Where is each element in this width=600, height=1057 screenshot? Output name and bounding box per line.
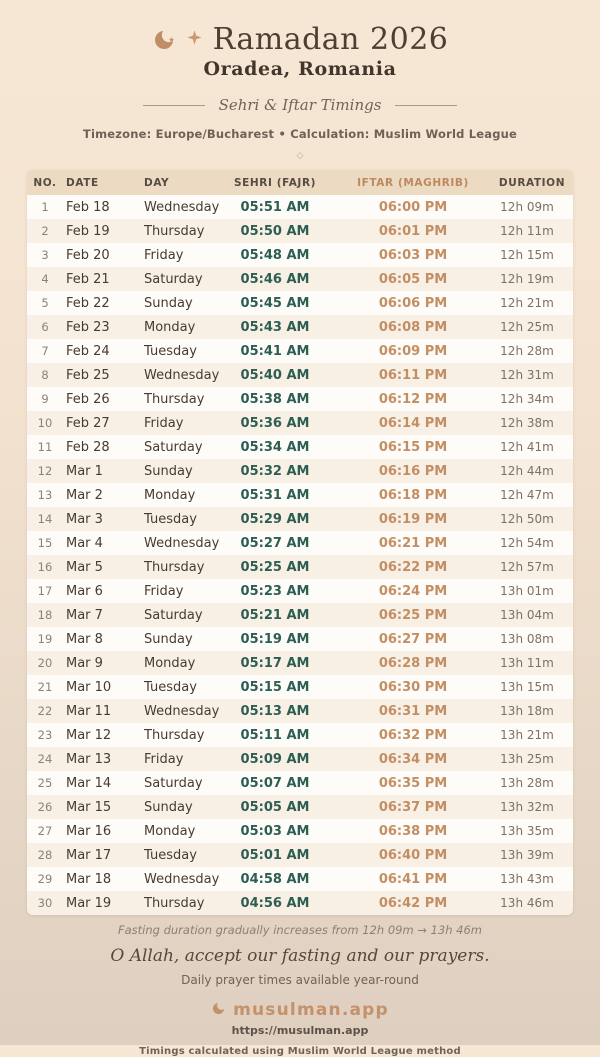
subtitle: Sehri & Iftar Timings (218, 96, 382, 114)
cell-sehri-time: 05:01 AM (240, 847, 310, 863)
cell-iftar-time: 06:21 PM (378, 535, 448, 551)
table-row (27, 291, 573, 315)
cell-duration: 13h 08m (500, 632, 554, 646)
cell-duration: 13h 35m (500, 824, 554, 838)
table-row (27, 555, 573, 579)
cell-duration: 12h 19m (500, 272, 554, 286)
table-row (27, 435, 573, 459)
cell-date: Mar 18 (66, 871, 112, 887)
cell-date: Mar 4 (66, 535, 103, 551)
cell-duration: 12h 38m (500, 416, 554, 430)
cell-no: 11 (37, 440, 53, 454)
cell-duration: 12h 54m (500, 536, 554, 550)
cell-iftar-time: 06:37 PM (378, 799, 448, 815)
cell-iftar-time: 06:28 PM (378, 655, 448, 671)
cell-date: Feb 22 (66, 295, 110, 311)
cell-date: Mar 9 (66, 655, 103, 671)
cell-iftar-time: 06:06 PM (378, 295, 448, 311)
cell-duration: 13h 32m (500, 800, 554, 814)
column-header-date: DATE (66, 176, 99, 189)
cell-sehri-time: 05:36 AM (240, 415, 310, 431)
table-row (27, 819, 573, 843)
cell-iftar-time: 06:09 PM (378, 343, 448, 359)
cell-day: Wednesday (144, 367, 220, 383)
cell-iftar-time: 06:00 PM (378, 199, 448, 215)
cell-iftar-time: 06:01 PM (378, 223, 448, 239)
sparkle-icon (186, 29, 203, 50)
cell-no: 14 (37, 512, 53, 526)
cell-day: Sunday (144, 799, 193, 815)
cell-duration: 12h 41m (500, 440, 554, 454)
cell-iftar-time: 06:18 PM (378, 487, 448, 503)
cell-duration: 13h 21m (500, 728, 554, 742)
table-row (27, 411, 573, 435)
cell-no: 21 (37, 680, 53, 694)
cell-day: Friday (144, 583, 184, 599)
cell-duration: 12h 15m (500, 248, 554, 262)
cell-no: 5 (41, 296, 49, 310)
cell-day: Sunday (144, 295, 193, 311)
cell-iftar-time: 06:14 PM (378, 415, 448, 431)
table-row (27, 747, 573, 771)
cell-no: 2 (41, 224, 49, 238)
star-icon: ★ (168, 35, 175, 44)
cell-duration: 12h 11m (500, 224, 554, 238)
table-header-row (27, 170, 573, 195)
cell-no: 8 (41, 368, 49, 382)
cell-sehri-time: 05:41 AM (240, 343, 310, 359)
cell-iftar-time: 06:12 PM (378, 391, 448, 407)
cell-sehri-time: 05:48 AM (240, 247, 310, 263)
cell-date: Feb 24 (66, 343, 110, 359)
cell-date: Mar 1 (66, 463, 103, 479)
title-row (0, 22, 600, 57)
cell-day: Friday (144, 751, 184, 767)
cell-sehri-time: 04:58 AM (240, 871, 310, 887)
cell-date: Mar 14 (66, 775, 112, 791)
cell-day: Sunday (144, 463, 193, 479)
cell-iftar-time: 06:41 PM (378, 871, 448, 887)
cell-date: Mar 19 (66, 895, 112, 911)
cell-no: 30 (37, 896, 53, 910)
cell-iftar-time: 06:38 PM (378, 823, 448, 839)
cell-day: Thursday (144, 727, 205, 743)
cell-date: Mar 8 (66, 631, 103, 647)
cell-no: 19 (37, 632, 53, 646)
table-row (27, 267, 573, 291)
cell-no: 9 (41, 392, 49, 406)
cell-no: 13 (37, 488, 53, 502)
table-row (27, 675, 573, 699)
cell-sehri-time: 05:09 AM (240, 751, 310, 767)
cell-iftar-time: 06:15 PM (378, 439, 448, 455)
table-row (27, 795, 573, 819)
duration-note: Fasting duration gradually increases from 12h 09m → 13h 46m (117, 923, 483, 937)
cell-no: 1 (41, 200, 49, 214)
table-row (27, 867, 573, 891)
cell-iftar-time: 06:34 PM (378, 751, 448, 767)
cell-date: Mar 12 (66, 727, 112, 743)
crescent-moon-icon (152, 28, 176, 52)
cell-day: Wednesday (144, 199, 220, 215)
cell-no: 4 (41, 272, 49, 286)
cell-date: Feb 18 (66, 199, 110, 215)
cell-no: 17 (37, 584, 53, 598)
cell-date: Feb 23 (66, 319, 110, 335)
table-row (27, 651, 573, 675)
cell-sehri-time: 05:15 AM (240, 679, 310, 695)
cell-iftar-time: 06:31 PM (378, 703, 448, 719)
table-row (27, 627, 573, 651)
cell-sehri-time: 05:13 AM (240, 703, 310, 719)
subtitle-divider (0, 96, 600, 114)
cell-day: Thursday (144, 895, 205, 911)
cell-duration: 12h 34m (500, 392, 554, 406)
cell-duration: 12h 44m (500, 464, 554, 478)
cell-no: 25 (37, 776, 53, 790)
cell-no: 20 (37, 656, 53, 670)
method-note: Timings calculated using Muslim World League method (139, 1046, 461, 1057)
cell-day: Thursday (144, 391, 205, 407)
cell-iftar-time: 06:11 PM (378, 367, 448, 383)
cell-no: 24 (37, 752, 53, 766)
cell-day: Friday (144, 415, 184, 431)
cell-no: 29 (37, 872, 53, 886)
cell-date: Mar 15 (66, 799, 112, 815)
cell-sehri-time: 05:34 AM (240, 439, 310, 455)
cell-day: Saturday (144, 607, 203, 623)
cell-iftar-time: 06:32 PM (378, 727, 448, 743)
cell-date: Mar 5 (66, 559, 103, 575)
dua-text: O Allah, accept our fasting and our prayers. (110, 946, 490, 966)
cell-duration: 12h 47m (500, 488, 554, 502)
cell-sehri-time: 05:05 AM (240, 799, 310, 815)
cell-no: 7 (41, 344, 49, 358)
cell-iftar-time: 06:22 PM (378, 559, 448, 575)
table-row (27, 219, 573, 243)
table-row (27, 315, 573, 339)
cell-no: 12 (37, 464, 53, 478)
table-body (27, 195, 573, 915)
cell-day: Thursday (144, 559, 205, 575)
cell-iftar-time: 06:35 PM (378, 775, 448, 791)
cell-day: Wednesday (144, 535, 220, 551)
column-header-duration: DURATION (498, 176, 566, 189)
cell-sehri-time: 05:31 AM (240, 487, 310, 503)
cell-sehri-time: 05:11 AM (240, 727, 310, 743)
table-row (27, 843, 573, 867)
table-row (27, 699, 573, 723)
cell-date: Mar 2 (66, 487, 103, 503)
cell-day: Saturday (144, 439, 203, 455)
cell-day: Saturday (144, 775, 203, 791)
cell-day: Monday (144, 319, 196, 335)
cell-no: 23 (37, 728, 53, 742)
cell-iftar-time: 06:24 PM (378, 583, 448, 599)
cell-day: Monday (144, 823, 196, 839)
timings-table (27, 170, 573, 915)
cell-duration: 13h 46m (500, 896, 554, 910)
cell-day: Tuesday (144, 343, 197, 359)
column-header-iftar: IFTAR (MAGHRIB) (357, 176, 469, 189)
cell-day: Friday (144, 247, 184, 263)
cell-iftar-time: 06:30 PM (378, 679, 448, 695)
cell-date: Feb 28 (66, 439, 110, 455)
table-row (27, 771, 573, 795)
cell-date: Feb 27 (66, 415, 110, 431)
cell-day: Sunday (144, 631, 193, 647)
column-header-day: DAY (144, 176, 170, 189)
cell-sehri-time: 04:56 AM (240, 895, 310, 911)
cell-no: 26 (37, 800, 53, 814)
cell-no: 28 (37, 848, 53, 862)
cell-no: 22 (37, 704, 53, 718)
cell-sehri-time: 05:19 AM (240, 631, 310, 647)
table-row (27, 531, 573, 555)
cell-iftar-time: 06:42 PM (378, 895, 448, 911)
cell-duration: 13h 11m (500, 656, 554, 670)
table-row (27, 243, 573, 267)
cell-sehri-time: 05:32 AM (240, 463, 310, 479)
cell-sehri-time: 05:50 AM (240, 223, 310, 239)
cell-iftar-time: 06:19 PM (378, 511, 448, 527)
cell-sehri-time: 05:23 AM (240, 583, 310, 599)
table-row (27, 483, 573, 507)
timezone-calculation-meta: Timezone: Europe/Bucharest • Calculation: Muslim World League (82, 127, 518, 141)
cell-duration: 12h 57m (500, 560, 554, 574)
cell-date: Mar 3 (66, 511, 103, 527)
cell-duration: 13h 43m (500, 872, 554, 886)
cell-day: Wednesday (144, 871, 220, 887)
page-title: Ramadan 2026 (212, 22, 449, 57)
cell-duration: 12h 25m (500, 320, 554, 334)
cell-iftar-time: 06:08 PM (378, 319, 448, 335)
cell-duration: 13h 01m (500, 584, 554, 598)
availability-text: Daily prayer times available year-round (181, 973, 419, 987)
crescent-moon-icon (211, 1001, 226, 1020)
cell-sehri-time: 05:38 AM (240, 391, 310, 407)
cell-duration: 13h 39m (500, 848, 554, 862)
table-row (27, 723, 573, 747)
cell-iftar-time: 06:03 PM (378, 247, 448, 263)
cell-duration: 13h 25m (500, 752, 554, 766)
cell-day: Saturday (144, 271, 203, 287)
cell-iftar-time: 06:25 PM (378, 607, 448, 623)
cell-no: 15 (37, 536, 53, 550)
cell-sehri-time: 05:51 AM (240, 199, 310, 215)
cell-duration: 12h 09m (500, 200, 554, 214)
cell-sehri-time: 05:29 AM (240, 511, 310, 527)
table-row (27, 363, 573, 387)
cell-date: Mar 6 (66, 583, 103, 599)
cell-sehri-time: 05:25 AM (240, 559, 310, 575)
location-title: Oradea, Romania (203, 58, 397, 80)
cell-no: 16 (37, 560, 53, 574)
cell-sehri-time: 05:40 AM (240, 367, 310, 383)
cell-date: Mar 7 (66, 607, 103, 623)
cell-no: 27 (37, 824, 53, 838)
cell-duration: 12h 28m (500, 344, 554, 358)
cell-duration: 13h 18m (500, 704, 554, 718)
column-header-sehri: SEHRI (FAJR) (233, 176, 317, 189)
brand-row (0, 1000, 600, 1020)
cell-iftar-time: 06:05 PM (378, 271, 448, 287)
cell-day: Tuesday (144, 511, 197, 527)
cell-duration: 13h 15m (500, 680, 554, 694)
table-row (27, 507, 573, 531)
cell-no: 10 (37, 416, 53, 430)
cell-date: Feb 20 (66, 247, 110, 263)
cell-sehri-time: 05:46 AM (240, 271, 310, 287)
table-row (27, 603, 573, 627)
cell-date: Feb 19 (66, 223, 110, 239)
cell-day: Tuesday (144, 847, 197, 863)
cell-iftar-time: 06:16 PM (378, 463, 448, 479)
cell-date: Mar 11 (66, 703, 112, 719)
cell-duration: 13h 04m (500, 608, 554, 622)
table-row (27, 459, 573, 483)
cell-day: Thursday (144, 223, 205, 239)
cell-day: Monday (144, 487, 196, 503)
header (0, 0, 600, 161)
table-row (27, 339, 573, 363)
divider-line (395, 105, 457, 106)
cell-iftar-time: 06:40 PM (378, 847, 448, 863)
cell-sehri-time: 05:45 AM (240, 295, 310, 311)
cell-date: Feb 26 (66, 391, 110, 407)
cell-sehri-time: 05:21 AM (240, 607, 310, 623)
divider-line (143, 105, 205, 106)
table-row (27, 891, 573, 915)
cell-duration: 12h 21m (500, 296, 554, 310)
cell-day: Wednesday (144, 703, 220, 719)
cell-date: Feb 21 (66, 271, 110, 287)
cell-day: Monday (144, 655, 196, 671)
cell-date: Feb 25 (66, 367, 110, 383)
cell-date: Mar 13 (66, 751, 112, 767)
cell-date: Mar 17 (66, 847, 112, 863)
cell-duration: 13h 28m (500, 776, 554, 790)
cell-no: 6 (41, 320, 49, 334)
brand-url: https://musulman.app (231, 1024, 369, 1037)
cell-sehri-time: 05:43 AM (240, 319, 310, 335)
cell-sehri-time: 05:03 AM (240, 823, 310, 839)
cell-no: 3 (41, 248, 49, 262)
cell-date: Mar 16 (66, 823, 112, 839)
cell-duration: 12h 31m (500, 368, 554, 382)
column-header-no: NO. (33, 176, 57, 189)
diamond-icon: ◇ (296, 151, 304, 161)
cell-sehri-time: 05:07 AM (240, 775, 310, 791)
cell-no: 18 (37, 608, 53, 622)
cell-sehri-time: 05:27 AM (240, 535, 310, 551)
brand-name: musulman.app (233, 1000, 389, 1020)
table-row (27, 387, 573, 411)
table-row (27, 579, 573, 603)
cell-day: Tuesday (144, 679, 197, 695)
cell-duration: 12h 50m (500, 512, 554, 526)
cell-iftar-time: 06:27 PM (378, 631, 448, 647)
table-row (27, 195, 573, 219)
cell-sehri-time: 05:17 AM (240, 655, 310, 671)
cell-date: Mar 10 (66, 679, 112, 695)
